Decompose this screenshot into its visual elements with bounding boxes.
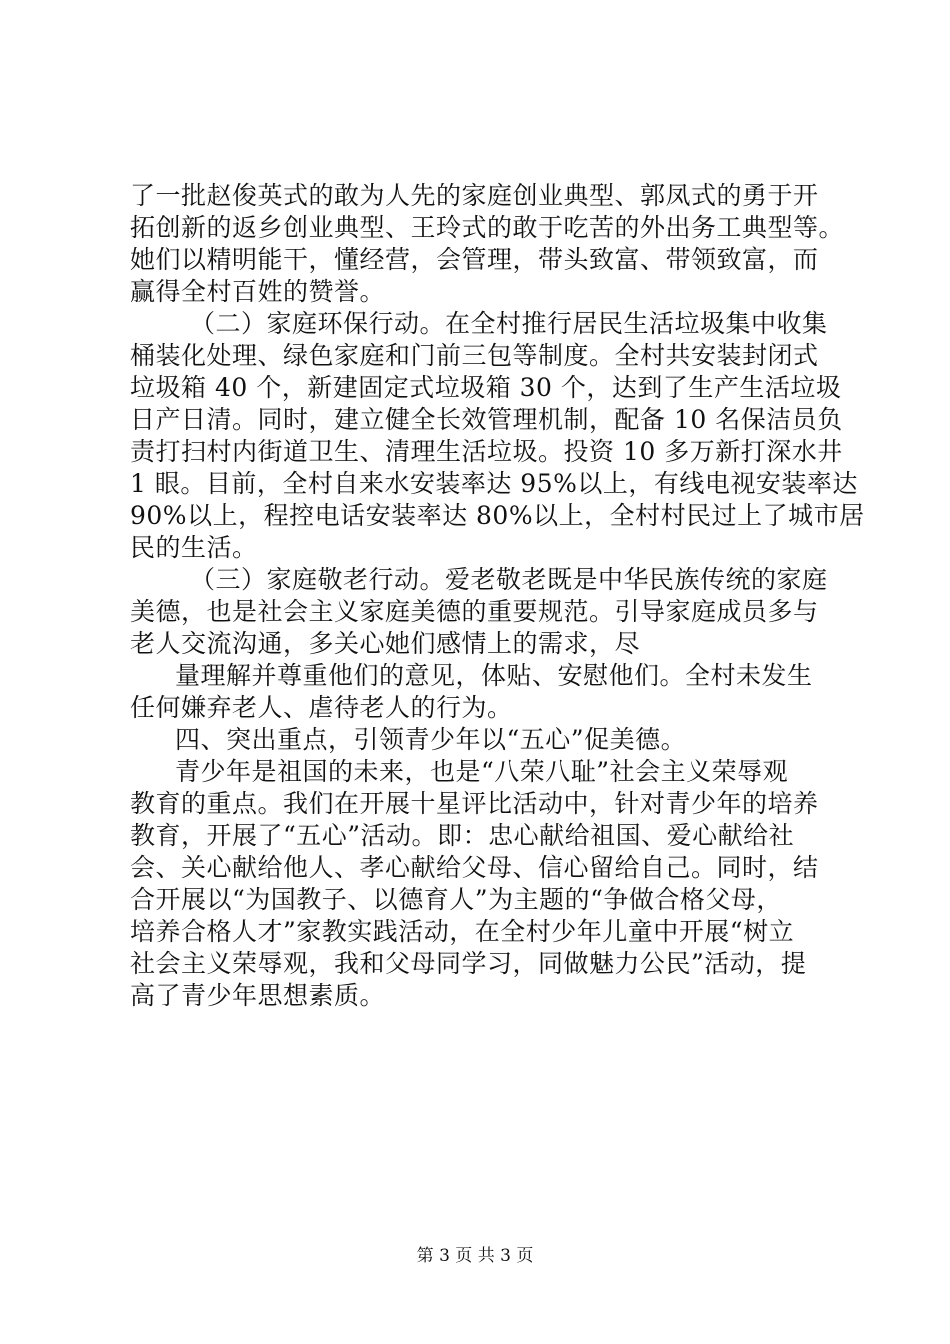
text-line: 会、关心献给他人、孝心献给父母、信心留给自己。同时，结 bbox=[130, 853, 819, 882]
text-line: 桶装化处理、绿色家庭和门前三包等制度。全村共安装封闭式 bbox=[130, 341, 819, 370]
text-line: 90%以上，程控电话安装率达 80%以上，全村村民过上了城市居 bbox=[130, 501, 865, 530]
text-line: 社会主义荣辱观，我和父母同学习，同做魅力公民”活动，提 bbox=[130, 949, 807, 978]
text-line: 合开展以“为国教子、以德育人”为主题的“争做合格父母， bbox=[130, 885, 782, 914]
text-line: 老人交流沟通，多关心她们感情上的需求，尽 bbox=[130, 629, 641, 658]
text-line: 民的生活。 bbox=[130, 533, 258, 562]
text-line: 培养合格人才”家教实践活动，在全村少年儿童中开展“树立 bbox=[130, 917, 795, 946]
text-line: 1 眼。目前，全村自来水安装率达 95%以上，有线电视安装率达 bbox=[130, 469, 858, 498]
text-line: 日产日清。同时，建立健全长效管理机制，配备 10 名保洁员负 bbox=[130, 405, 843, 434]
text-line: 责打扫村内街道卫生、清理生活垃圾。投资 10 多万新打深水井 bbox=[130, 437, 843, 466]
text-line: 她们以精明能干，懂经营，会管理，带头致富、带领致富，而 bbox=[130, 245, 819, 274]
text-line: 垃圾箱 40 个，新建固定式垃圾箱 30 个，达到了生产生活垃圾 bbox=[130, 373, 842, 402]
text-line: 了一批赵俊英式的敢为人先的家庭创业典型、郭凤式的勇于开 bbox=[130, 181, 819, 210]
text-line: 教育，开展了“五心”活动。即：忠心献给祖国、爱心献给社 bbox=[130, 821, 795, 850]
text-line: 赢得全村百姓的赞誉。 bbox=[130, 277, 386, 306]
text-line: 青少年是祖国的未来，也是“八荣八耻”社会主义荣辱观 bbox=[175, 757, 789, 786]
text-line: 拓创新的返乡创业典型、王玲式的敢于吃苦的外出务工典型等。 bbox=[130, 213, 845, 242]
text-line: 美德，也是社会主义家庭美德的重要规范。引导家庭成员多与 bbox=[130, 597, 819, 626]
text-line: 量理解并尊重他们的意见，体贴、安慰他们。全村未发生 bbox=[175, 661, 813, 690]
text-line: 任何嫌弃老人、虐待老人的行为。 bbox=[130, 693, 513, 722]
text-line: （三）家庭敬老行动。爱老敬老既是中华民族传统的家庭 bbox=[190, 565, 828, 594]
section-heading: 四、突出重点，引领青少年以“五心”促美德。 bbox=[175, 725, 687, 754]
text-line: 高了青少年思想素质。 bbox=[130, 981, 386, 1010]
text-line: 教育的重点。我们在开展十星评比活动中，针对青少年的培养 bbox=[130, 789, 819, 818]
text-line: （二）家庭环保行动。在全村推行居民生活垃圾集中收集 bbox=[190, 309, 828, 338]
page-number-footer: 第 3 页 共 3 页 bbox=[416, 1246, 534, 1266]
